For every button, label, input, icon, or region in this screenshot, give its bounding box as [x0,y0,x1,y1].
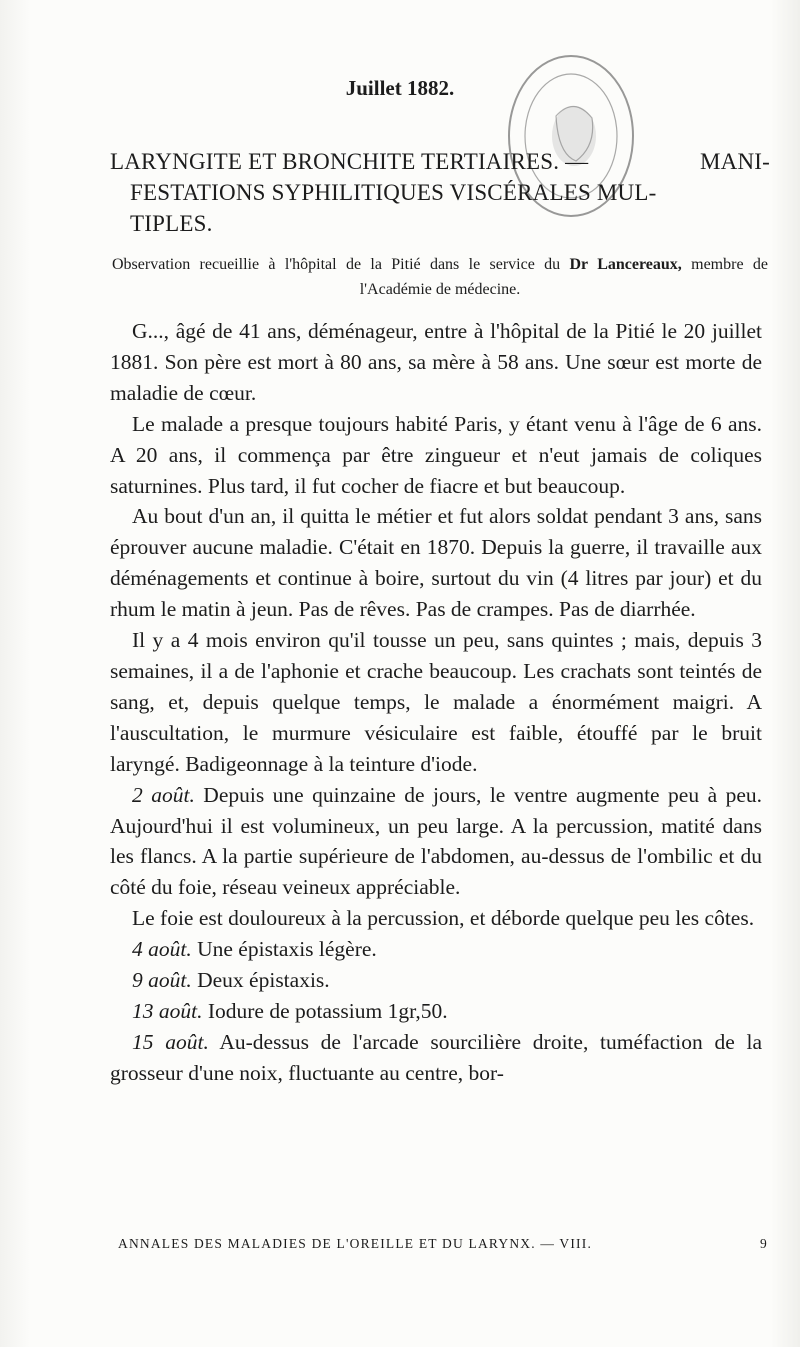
entry-date: 4 août. [132,937,192,962]
observation-note: Observation recueillie à l'hôpital de la Pitié dans le service du Dr Lancereaux, membre de l'Académie de médecine. [112,256,769,298]
paragraph: Au bout d'un an, il quitta le métier et fut alors soldat pendant 3 ans, sans éprouver aucune maladie. C'était en 1870. Depuis la guerre, il travaille aux déménagements et continue à boire, surtout du vin (4 litres par jour) et du rhum le matin à jeun. Pas de rêves. Pas de crampes. Pas de diarrhée. [110,504,762,622]
article-title [110,146,770,239]
paragraph: 9 août. Deux épistaxis. [132,968,330,993]
title-line-2: FESTATIONS SYPHILITIQUES VISCÉRALES MUL- [130,180,657,205]
paragraph: G..., âgé de 41 ans, déménageur, entre à l'hôpital de la Pitié le 20 juillet 1881. Son père est mort à 80 ans, sa mère à 58 ans. Une sœur est morte de maladie de cœur. [110,319,762,405]
paragraph: Le malade a presque toujours habité Paris, y étant venu à l'âge de 6 ans. A 20 ans, il commença par être zingueur et n'eut jamais de coliques saturnines. Plus tard, il fut cocher de fiacre et but beaucoup. [110,411,762,498]
paragraph: Il y a 4 mois environ qu'il tousse un peu, sans quintes ; mais, depuis 3 semaines, il a de l'aphonie et crache beaucoup. Les crachats sont teintés de sang, et, depuis quelque temps, le malade a énormément maigri. A l'auscultation, le murmure vésiculaire est faible, étouffé par le bruit laryngé. Badigeonnage à la teinture d'iode. [110,628,762,776]
article-body [110,316,762,1089]
entry-date: 15 août. [132,1029,209,1054]
paragraph: 2 août. Depuis une quinzaine de jours, le ventre augmente peu à peu. Aujourd'hui il est volumineux, un peu large. A la percussion, matité dans les flancs. A la partie supérieure de l'abdomen, au-dessus de l'ombilic et du côté du foie, réseau veineux appréciable. [110,782,762,900]
entry-date: 9 août. [132,968,192,993]
doctor-name: Dr Lancereaux, [569,256,682,273]
journal-name: ANNALES DES MALADIES DE L'OREILLE ET DU LARYNX. — VIII. [118,1236,593,1251]
title-line-1: LARYNGITE ET BRONCHITE TERTIAIRES. — MANI- [110,149,770,174]
page-footer [118,1236,768,1252]
header-date: Juillet 1882. [345,76,455,100]
paragraph: Le foie est douloureux à la percussion, et déborde quelque peu les côtes. [132,906,755,931]
title-line-3: TIPLES. [130,211,213,236]
paragraph: 13 août. Iodure de potassium 1gr,50. [132,998,448,1023]
entry-date: 2 août. [132,782,195,807]
paragraph: 15 août. Au-dessus de l'arcade sourcilière droite, tuméfaction de la grosseur d'une noix, fluctuante au centre, bor- [110,1029,762,1085]
paragraph: 4 août. Une épistaxis légère. [132,937,377,962]
page-number: 9 [760,1236,768,1251]
entry-date: 13 août. [132,998,203,1023]
